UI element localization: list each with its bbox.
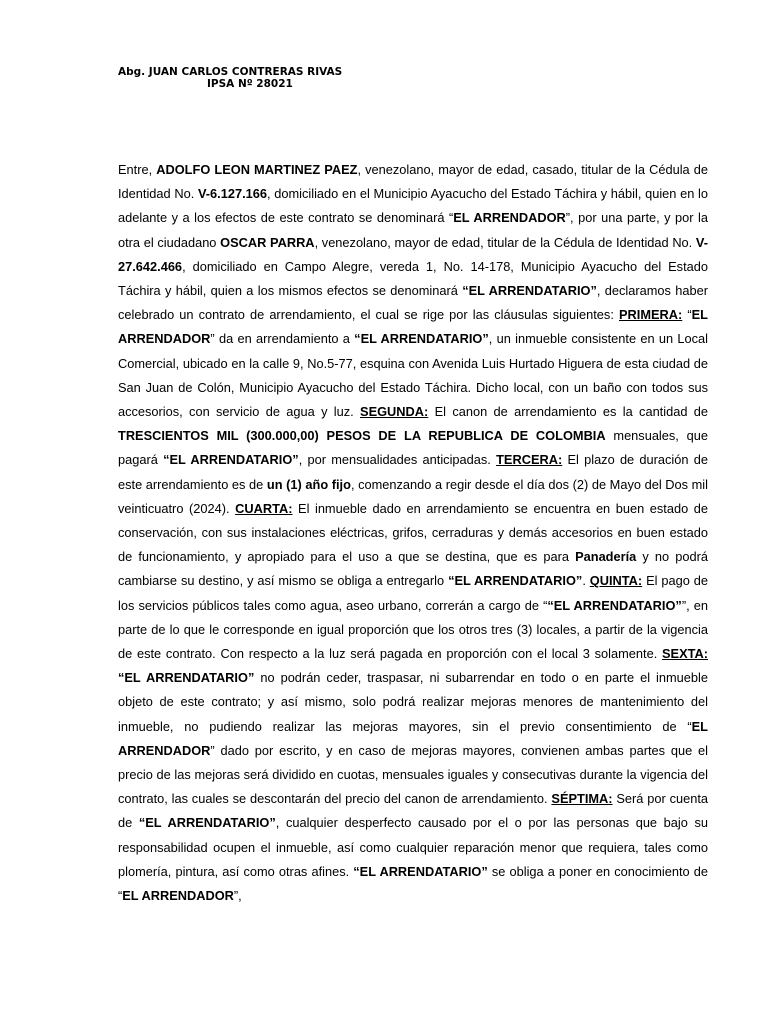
text-segment: , venezolano, mayor de edad, casado, titular de la Cédula de Identidad No. <box>118 162 708 202</box>
party-term: “EL ARRENDATARIO” <box>448 573 583 589</box>
text-segment: , domiciliado en el Municipio Ayacucho del Estado Táchira y hábil, quien en lo adelante y a los efectos de este contrato se denominará “ <box>118 186 708 226</box>
party-term: EL ARRENDADOR <box>118 307 708 347</box>
party-term: “EL ARRENDATARIO” <box>354 331 489 347</box>
party-term: “EL ARRENDATARIO” <box>163 452 299 468</box>
lessee-id: V-27.642.466 <box>118 234 708 274</box>
text-segment: El pago de los servicios públicos tales como agua, aseo urbano, correrán a cargo de “ <box>118 573 708 613</box>
text-segment: , declaramos haber celebrado un contrato de arrendamiento, el cual se rige por las cláusulas siguientes: <box>118 283 708 323</box>
clause-heading-septima: SÉPTIMA: <box>551 791 613 807</box>
clause-heading-tercera: TERCERA: <box>496 452 563 468</box>
lessor-id: V-6.127.166 <box>197 186 267 202</box>
party-term: EL ARRENDADOR <box>453 210 566 226</box>
text-segment: no podrán ceder, traspasar, ni subarrendar en todo o en parte el inmueble objeto de este contrato; y así mismo, solo podrá realizar mejoras menores de mantenimiento del inmueble, no pudiendo realizar las mejoras mayores, sin el previo consentimiento de “ <box>118 670 708 734</box>
text-segment: se obliga a poner en conocimiento de “ <box>118 863 708 904</box>
text-segment: Será por cuenta de <box>118 791 708 831</box>
text-segment: y no podrá cambiarse su destino, y así mismo se obliga a entregarlo <box>118 549 709 589</box>
clause-heading-sexta: SEXTA: <box>662 646 708 662</box>
party-term: “EL ARRENDATARIO” <box>462 283 597 299</box>
text-segment: Entre, <box>118 162 157 177</box>
text-segment: , por mensualidades anticipadas. <box>298 452 497 468</box>
party-term: EL ARRENDADOR <box>122 888 234 904</box>
party-term: “EL ARRENDATARIO” <box>118 670 255 686</box>
text-segment: , domiciliado en Campo Alegre, vereda 1, No. 14-178, Municipio Ayacucho del Estado Táchira y hábil, quien a los mismos efectos se denominará <box>118 258 708 299</box>
clause-heading-cuarta: CUARTA: <box>235 500 293 516</box>
text-segment: , un inmueble consistente en un Local Comercial, ubicado en la calle 9, No.5-77, esquina con Avenida Luis Hurtado Higuera de esta ciudad de San Juan de Colón, Municipio Ayacucho del Estado Táchira. Dicho local, con un baño con todos sus accesorios, con servicio de agua y luz. <box>118 331 708 420</box>
property-use: Panadería <box>575 549 637 565</box>
text-segment: El canon de arrendamiento es la cantidad de <box>428 404 708 420</box>
text-segment: , cualquier desperfecto causado por el o por las personas que bajo su responsabilidad ocupen el inmueble, así como cualquier reparación menor que requiera, tales como plomería, pintura, así como otras afines. <box>118 815 708 879</box>
text-segment: ”, <box>233 888 242 904</box>
text-segment: , venezolano, mayor de edad, titular de la Cédula de Identidad No. <box>314 234 696 250</box>
party-term: “EL ARRENDATARIO” <box>353 863 488 879</box>
party-term: EL ARRENDADOR <box>118 718 708 758</box>
text-segment: El inmueble dado en arrendamiento se encuentra en buen estado de conservación, con sus instalaciones eléctricas, grifos, cerraduras y demás accesorios en buen estado de funcionamiento, y apropiado para el uso a que se destina, que es para <box>118 500 708 565</box>
rent-amount: TRESCIENTOS MIL (300.000,00) PESOS DE LA REPUBLICA DE COLOMBIA <box>118 428 606 444</box>
clause-heading-segunda: SEGUNDA: <box>360 404 429 420</box>
text-segment: ”, por una parte, y por la otra el ciudadano <box>118 210 709 250</box>
text-segment: , comenzando a regir desde el día dos (2) de Mayo del Dos mil veinticuatro (2024). <box>118 476 708 516</box>
ipsa-number: IPSA Nº 28021 <box>207 78 293 90</box>
document-header <box>118 66 342 90</box>
lease-term: un (1) año fijo <box>266 476 351 492</box>
lessee-name: OSCAR PARRA <box>220 234 315 250</box>
text-segment: El plazo de duración de este arrendamiento es de <box>118 452 708 492</box>
clause-heading-primera: PRIMERA: <box>618 307 683 323</box>
text-segment: ” da en arrendamiento a <box>210 331 355 347</box>
party-term: “EL ARRENDATARIO” <box>138 815 276 831</box>
lessor-name: ADOLFO LEON MARTINEZ PAEZ <box>156 162 358 177</box>
text-segment: mensuales, que pagará <box>118 428 708 468</box>
party-term: “EL ARRENDATARIO” <box>547 597 682 613</box>
lawyer-name: Abg. JUAN CARLOS CONTRERAS RIVAS <box>118 66 343 78</box>
text-segment: . <box>582 573 590 589</box>
clause-heading-quinta: QUINTA: <box>589 573 643 589</box>
text-segment: ”, en parte de lo que le corresponde en igual proporción que los otros tres (3) locales, a partir de la vigencia de este contrato. Con respecto a la luz será pagada en proporción con el local 3 solamente. <box>118 597 708 662</box>
contract-body <box>118 158 708 908</box>
text-segment: “ <box>682 307 692 323</box>
text-segment: ” dado por escrito, y en caso de mejoras mayores, convienen ambas partes que el precio de las mejoras será dividido en cuotas, mensuales iguales y consecutivas durante la vigencia del contrato, las cuales se descontarán del precio del canon de arrendamiento. <box>118 742 708 807</box>
